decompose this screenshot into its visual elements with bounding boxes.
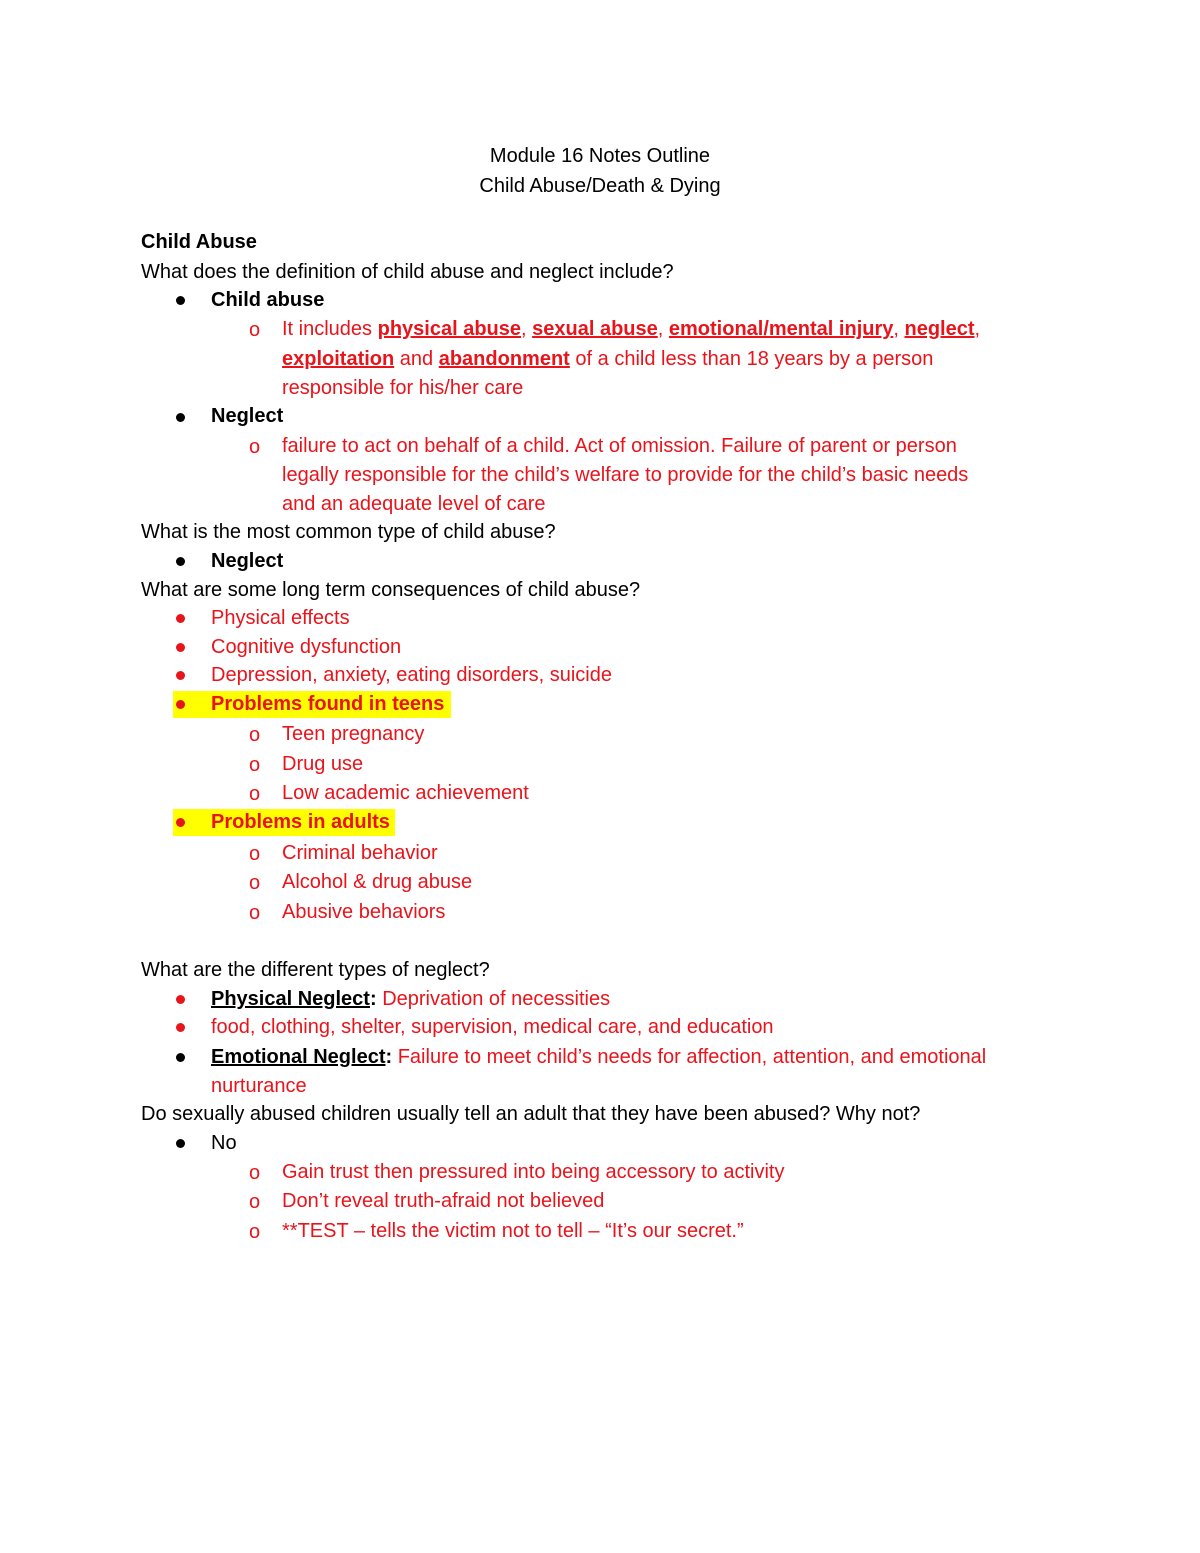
adults-problems-label: Problems in adults (211, 811, 390, 833)
bullet-icon (176, 818, 185, 827)
consequence-item: Depression, anxiety, eating disorders, suicide (211, 664, 612, 686)
sub-bullet-icon: o (249, 319, 261, 341)
emotional-neglect-text: Failure to meet child’s needs for affection, attention, and emotional (392, 1046, 987, 1068)
question-neglect-types: What are the different types of neglect? (141, 959, 490, 981)
adults-problem-item: Criminal behavior (282, 842, 438, 864)
sub-bullet-icon: o (249, 1221, 261, 1243)
separator: , (657, 318, 669, 340)
section-heading: Child Abuse (141, 231, 257, 253)
bullet-icon (176, 643, 185, 652)
sub-bullet-icon: o (249, 872, 261, 894)
bullet-icon (176, 1139, 185, 1148)
adults-problem-item: Abusive behaviors (282, 901, 446, 923)
teens-problems-label: Problems found in teens (211, 693, 445, 715)
bullet-icon (176, 995, 185, 1004)
term-abandonment: abandonment (438, 348, 570, 370)
neglect-definition-line3: and an adequate level of care (282, 493, 546, 515)
neglect-definition-line1: failure to act on behalf of a child. Act of omission. Failure of parent or person (282, 435, 957, 457)
term-exploitation: exploitation (282, 348, 395, 370)
bullet-icon (176, 1053, 185, 1062)
bullet-icon (176, 671, 185, 680)
child-abuse-label: Child abuse (211, 289, 325, 311)
question-disclosure: Do sexually abused children usually tell an adult that they have been abused? Why not? (141, 1103, 921, 1125)
disclosure-reason: Gain trust then pressured into being accessory to activity (282, 1161, 785, 1183)
definition-suffix: of a child less than 18 years by a person (569, 348, 934, 370)
bullet-icon (176, 296, 185, 305)
bullet-icon (176, 413, 185, 422)
teens-problem-item: Drug use (282, 753, 364, 775)
emotional-neglect-label: Emotional Neglect (211, 1046, 386, 1068)
child-abuse-definition-line2 (282, 346, 933, 372)
bullet-icon (176, 1023, 185, 1032)
definition-prefix: It includes (282, 318, 378, 340)
physical-neglect-text: Deprivation of necessities (376, 988, 611, 1010)
sub-bullet-icon: o (249, 902, 261, 924)
sub-bullet-icon: o (249, 436, 261, 458)
most-common-answer: Neglect (211, 550, 284, 572)
sub-bullet-icon: o (249, 754, 261, 776)
question-most-common: What is the most common type of child abuse? (141, 521, 556, 543)
colon: : (385, 1046, 393, 1068)
term-sexual-abuse: sexual abuse (532, 318, 658, 340)
separator: , (974, 318, 981, 340)
child-abuse-definition-line1 (282, 316, 980, 342)
physical-neglect-label: Physical Neglect (211, 988, 370, 1010)
sub-bullet-icon: o (249, 843, 261, 865)
bullet-icon (176, 614, 185, 623)
disclosure-reason: **TEST – tells the victim not to tell – “It’s our secret.” (282, 1220, 744, 1242)
necessities-list: food, clothing, shelter, supervision, medical care, and education (211, 1016, 774, 1038)
consequence-item: Cognitive dysfunction (211, 636, 402, 658)
neglect-definition-line2: legally responsible for the child’s welfare to provide for the child’s basic needs (282, 464, 969, 486)
teens-problem-item: Teen pregnancy (282, 723, 425, 745)
consequence-item: Physical effects (211, 607, 350, 629)
sub-bullet-icon: o (249, 724, 261, 746)
adults-problem-item: Alcohol & drug abuse (282, 871, 473, 893)
term-physical-abuse: physical abuse (377, 318, 522, 340)
child-abuse-definition-line3: responsible for his/her care (282, 377, 524, 399)
term-neglect: neglect (904, 318, 975, 340)
emotional-neglect-item (211, 1044, 986, 1070)
separator: , (893, 318, 905, 340)
disclosure-reason: Don’t reveal truth-afraid not believed (282, 1190, 605, 1212)
teens-problem-item: Low academic achievement (282, 782, 529, 804)
bullet-icon (176, 557, 185, 566)
bullet-icon (176, 700, 185, 709)
sub-bullet-icon: o (249, 783, 261, 805)
colon: : (369, 988, 377, 1010)
question-definition: What does the definition of child abuse and neglect include? (141, 261, 674, 283)
disclosure-answer: No (211, 1132, 237, 1154)
document-subtitle: Child Abuse/Death & Dying (479, 175, 721, 197)
separator: , (521, 318, 533, 340)
question-consequences: What are some long term consequences of child abuse? (141, 579, 641, 601)
sub-bullet-icon: o (249, 1191, 261, 1213)
sub-bullet-icon: o (249, 1162, 261, 1184)
neglect-label: Neglect (211, 405, 284, 427)
emotional-neglect-text-line2: nurturance (211, 1075, 307, 1097)
term-emotional-injury: emotional/mental injury (668, 318, 894, 340)
physical-neglect-item (211, 986, 610, 1012)
conjunction: and (394, 348, 439, 370)
document-title: Module 16 Notes Outline (489, 145, 711, 167)
